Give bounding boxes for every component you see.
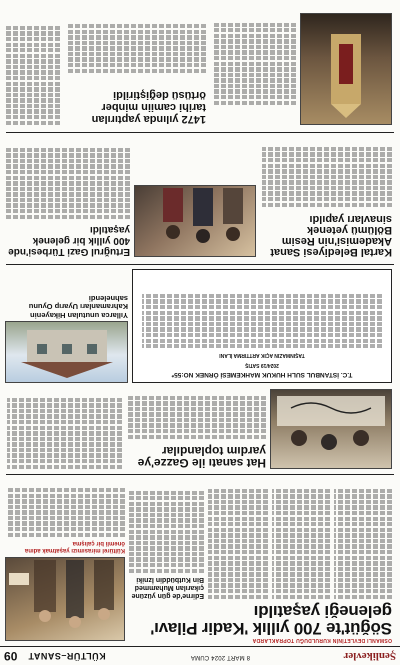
main-story-column-1 <box>334 479 392 599</box>
main-story-column-2 <box>272 479 330 599</box>
auction-notice-ad <box>132 269 392 383</box>
kartal-headline: Kartal Belediyesi Sanat Akademisi'nin Resim Bölümü yetenek sinavları yapıldı <box>270 213 392 258</box>
photo-figures <box>6 558 124 640</box>
kartal-photo <box>134 185 256 257</box>
subhead-body <box>129 479 204 573</box>
istanbul-headline: 1472 yılında yaptırılan tarihi camiin minber örtüsü değiştirildi <box>91 89 206 125</box>
mosque-interior <box>301 14 391 124</box>
middle-story-headline: Yıllarca unutulan Hikayenin Kahramanları Uyarıp Oyunu sahnelendi <box>28 294 128 320</box>
ertugrul-body <box>6 139 130 219</box>
istanbul-body-2 <box>66 13 206 73</box>
newspaper-logo: Şenlikevler <box>343 650 396 662</box>
ertugrul-headline: Ertuğrul Gazi Türbesi'nde 400 yıllık bir gelenek yaşatıldı <box>8 224 130 257</box>
main-subhead: Edirne'de gün yüzüne çıkarılan Muhammed Bin Kutbüddin İzniki <box>131 576 204 599</box>
gaza-body <box>126 389 266 439</box>
building-illustration <box>6 322 127 382</box>
ad-title: T.C. İSTANBUL SULH HUKUK MAHKEMESİ ÖRNEK NO:55* <box>171 371 353 378</box>
divider-1 <box>6 474 394 475</box>
main-kicker: OSMANLI DEVLETİNİN KURULDUĞU TOPRAKLARDA <box>252 637 392 643</box>
divider-3 <box>6 132 394 133</box>
section-title: KÜLTÜR–SANAT <box>28 651 106 661</box>
kartal-body <box>262 137 392 207</box>
ad-building-photo <box>5 321 128 383</box>
far-right-column <box>7 389 122 469</box>
issue-date: 8 MART 2024 CUMA <box>190 654 250 660</box>
middle-photo <box>270 389 392 469</box>
students-illustration <box>135 186 255 256</box>
main-headline: Söğüt'te 700 yıllık 'Kadir Pilavı' geleneği yaşatıldı <box>150 602 392 638</box>
divider-2 <box>6 264 394 265</box>
calligraphy-scene <box>271 390 391 468</box>
page-header <box>0 646 400 665</box>
ad-case-number: 2024/19 SATIŞ <box>245 362 279 369</box>
gaza-headline: Hat sanatı ile Gazze'ye yardım toplandılar <box>137 444 266 470</box>
right-column-body <box>7 479 125 537</box>
top-right-photo <box>5 557 125 641</box>
istanbul-body-3 <box>6 13 60 125</box>
istanbul-body <box>212 13 296 105</box>
main-callout: Kültürel mirasımızı yaşatmak adına önemli bir çalışma <box>24 540 125 553</box>
page-number: 09 <box>4 649 18 663</box>
bottom-photo-1 <box>300 13 392 125</box>
ad-subtitle: TAŞINMAZIN AÇIK ARTTIRMA İLANI <box>219 352 305 359</box>
main-story-column-3 <box>208 479 268 599</box>
ad-body <box>142 289 382 349</box>
